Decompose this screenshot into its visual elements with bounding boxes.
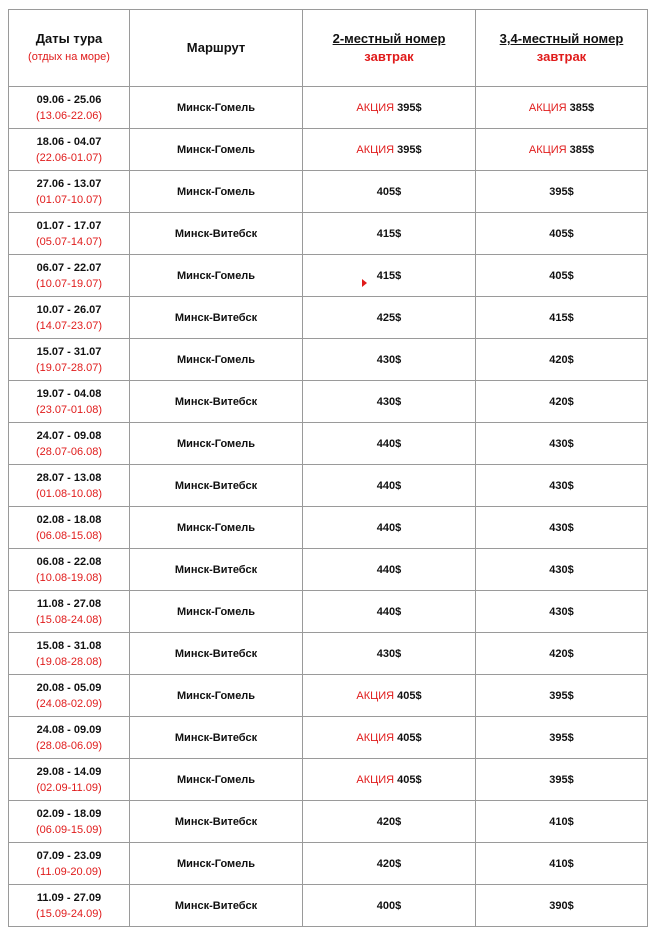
triple-price: 410$ <box>549 857 574 870</box>
sea-dates: (06.09-15.09) <box>35 823 103 836</box>
cell-double-price <box>303 885 476 927</box>
header-triple-room <box>476 10 648 87</box>
cell-triple-price <box>476 591 648 633</box>
cell-double-price <box>303 423 476 465</box>
cell-double-price <box>303 87 476 129</box>
table-row <box>9 549 648 591</box>
double-price: 395$ <box>397 101 422 114</box>
triple-price: 420$ <box>549 395 574 408</box>
cell-triple-price <box>476 171 648 213</box>
cell-triple-price <box>476 381 648 423</box>
route-text: Минск-Витебск <box>174 479 258 492</box>
promo-badge: АКЦИЯ <box>528 101 567 114</box>
triple-price: 385$ <box>569 101 595 114</box>
cell-double-price <box>303 843 476 885</box>
sea-dates: (14.07-23.07) <box>35 319 103 332</box>
tour-dates: 28.07 - 13.08 <box>36 471 102 484</box>
cell-route <box>130 297 303 339</box>
double-price: 405$ <box>397 731 422 744</box>
cell-triple-price <box>476 759 648 801</box>
cursor-marker-icon <box>362 279 367 287</box>
cell-dates <box>9 675 130 717</box>
double-price: 395$ <box>397 143 422 156</box>
sea-dates: (28.08-06.09) <box>35 739 103 752</box>
sea-dates: (15.08-24.08) <box>35 613 103 626</box>
double-price: 430$ <box>376 395 402 408</box>
triple-price: 395$ <box>549 185 574 198</box>
table-row <box>9 759 648 801</box>
cell-dates <box>9 801 130 843</box>
cell-dates <box>9 633 130 675</box>
double-price: 440$ <box>376 521 402 534</box>
cell-double-price <box>303 591 476 633</box>
route-text: Минск-Гомель <box>176 185 256 198</box>
double-price: 420$ <box>376 857 402 870</box>
header-dates-sub: (отдых на море) <box>28 51 110 63</box>
cell-double-price <box>303 339 476 381</box>
cell-triple-price <box>476 87 648 129</box>
cell-route <box>130 87 303 129</box>
triple-price: 410$ <box>549 815 574 828</box>
cell-dates <box>9 843 130 885</box>
header-dates-label: Даты тура <box>35 31 103 46</box>
header-triple-sub: завтрак <box>536 49 587 64</box>
cell-dates <box>9 171 130 213</box>
cell-route <box>130 843 303 885</box>
cell-dates <box>9 885 130 927</box>
tour-dates: 24.07 - 09.08 <box>36 429 102 442</box>
route-text: Минск-Гомель <box>176 437 256 450</box>
tour-dates: 07.09 - 23.09 <box>36 849 102 862</box>
cell-triple-price <box>476 717 648 759</box>
triple-price: 395$ <box>549 773 574 786</box>
cell-double-price <box>303 129 476 171</box>
cell-route <box>130 591 303 633</box>
route-text: Минск-Гомель <box>176 605 256 618</box>
tour-dates: 18.06 - 04.07 <box>36 135 102 148</box>
triple-price: 405$ <box>549 227 574 240</box>
cell-route <box>130 507 303 549</box>
cell-double-price <box>303 675 476 717</box>
header-dates <box>9 10 130 87</box>
route-text: Минск-Витебск <box>174 563 258 576</box>
sea-dates: (22.06-01.07) <box>35 151 103 164</box>
cell-dates <box>9 423 130 465</box>
table-row <box>9 633 648 675</box>
table-row <box>9 381 648 423</box>
double-price: 440$ <box>376 563 402 576</box>
triple-price: 390$ <box>549 899 574 912</box>
table-row <box>9 255 648 297</box>
cell-route <box>130 717 303 759</box>
cell-triple-price <box>476 465 648 507</box>
cell-double-price <box>303 213 476 255</box>
cell-route <box>130 465 303 507</box>
double-price: 405$ <box>397 773 422 786</box>
route-text: Минск-Витебск <box>174 227 258 240</box>
double-price: 425$ <box>376 311 402 324</box>
table-row <box>9 213 648 255</box>
route-text: Минск-Гомель <box>176 521 256 534</box>
cell-route <box>130 633 303 675</box>
cell-route <box>130 339 303 381</box>
sea-dates: (28.07-06.08) <box>35 445 103 458</box>
sea-dates: (01.07-10.07) <box>35 193 103 206</box>
promo-badge: АКЦИЯ <box>356 773 395 786</box>
promo-badge: АКЦИЯ <box>356 689 395 702</box>
table-row <box>9 171 648 213</box>
table-row <box>9 843 648 885</box>
cell-double-price <box>303 801 476 843</box>
table-row <box>9 675 648 717</box>
tour-dates: 10.07 - 26.07 <box>36 303 102 316</box>
double-price: 405$ <box>397 689 422 702</box>
tour-dates: 24.08 - 09.09 <box>36 723 102 736</box>
table-row <box>9 507 648 549</box>
double-price: 400$ <box>376 899 402 912</box>
triple-price: 430$ <box>549 437 574 450</box>
route-text: Минск-Витебск <box>174 899 258 912</box>
price-table-container <box>8 9 647 927</box>
route-text: Минск-Гомель <box>176 689 256 702</box>
tour-dates: 06.07 - 22.07 <box>36 261 102 274</box>
header-double-label: 2-местный номер <box>332 31 446 46</box>
double-price: 415$ <box>376 227 402 240</box>
table-row <box>9 885 648 927</box>
double-price: 415$ <box>376 269 402 282</box>
header-route-label: Маршрут <box>186 40 246 55</box>
sea-dates: (10.08-19.08) <box>35 571 103 584</box>
table-row <box>9 801 648 843</box>
cell-double-price <box>303 255 476 297</box>
cell-double-price <box>303 381 476 423</box>
triple-price: 385$ <box>569 143 595 156</box>
cell-triple-price <box>476 675 648 717</box>
table-row <box>9 423 648 465</box>
route-text: Минск-Витебск <box>174 647 258 660</box>
cell-triple-price <box>476 423 648 465</box>
cell-triple-price <box>476 843 648 885</box>
cell-dates <box>9 507 130 549</box>
double-price: 440$ <box>376 437 402 450</box>
double-price: 430$ <box>376 353 402 366</box>
tour-dates: 19.07 - 04.08 <box>36 387 102 400</box>
sea-dates: (23.07-01.08) <box>35 403 103 416</box>
cell-dates <box>9 549 130 591</box>
cell-triple-price <box>476 549 648 591</box>
cell-route <box>130 129 303 171</box>
triple-price: 405$ <box>549 269 574 282</box>
promo-badge: АКЦИЯ <box>356 143 395 156</box>
table-row <box>9 591 648 633</box>
tour-dates: 01.07 - 17.07 <box>36 219 102 232</box>
cell-double-price <box>303 297 476 339</box>
route-text: Минск-Гомель <box>176 269 256 282</box>
sea-dates: (01.08-10.08) <box>35 487 103 500</box>
cell-dates <box>9 381 130 423</box>
route-text: Минск-Гомель <box>176 773 256 786</box>
table-body <box>9 87 648 927</box>
cell-double-price <box>303 633 476 675</box>
cell-route <box>130 213 303 255</box>
sea-dates: (15.09-24.09) <box>35 907 103 920</box>
tour-dates: 11.08 - 27.08 <box>36 597 102 610</box>
triple-price: 430$ <box>549 605 574 618</box>
triple-price: 420$ <box>549 353 574 366</box>
cell-triple-price <box>476 255 648 297</box>
cell-triple-price <box>476 507 648 549</box>
tour-dates: 06.08 - 22.08 <box>36 555 102 568</box>
tour-dates: 29.08 - 14.09 <box>36 765 102 778</box>
header-triple-label: 3,4-местный номер <box>499 31 624 46</box>
table-row <box>9 129 648 171</box>
triple-price: 395$ <box>549 731 574 744</box>
route-text: Минск-Гомель <box>176 101 256 114</box>
double-price: 440$ <box>376 605 402 618</box>
cell-dates <box>9 717 130 759</box>
tour-price-table <box>8 9 648 927</box>
sea-dates: (02.09-11.09) <box>36 781 102 794</box>
header-double-room <box>303 10 476 87</box>
table-row <box>9 339 648 381</box>
cell-dates <box>9 297 130 339</box>
header-route <box>130 10 303 87</box>
cell-double-price <box>303 465 476 507</box>
cell-double-price <box>303 759 476 801</box>
triple-price: 430$ <box>549 563 574 576</box>
double-price: 430$ <box>376 647 402 660</box>
tour-dates: 11.09 - 27.09 <box>36 891 102 904</box>
triple-price: 430$ <box>549 479 574 492</box>
sea-dates: (24.08-02.09) <box>35 697 103 710</box>
tour-dates: 09.06 - 25.06 <box>36 93 102 106</box>
cell-dates <box>9 339 130 381</box>
route-text: Минск-Гомель <box>176 143 256 156</box>
route-text: Минск-Витебск <box>174 731 258 744</box>
table-row <box>9 465 648 507</box>
sea-dates: (19.08-28.08) <box>35 655 103 668</box>
sea-dates: (10.07-19.07) <box>35 277 103 290</box>
cell-triple-price <box>476 339 648 381</box>
cell-dates <box>9 129 130 171</box>
table-row <box>9 87 648 129</box>
triple-price: 415$ <box>549 311 574 324</box>
route-text: Минск-Витебск <box>174 311 258 324</box>
tour-dates: 02.08 - 18.08 <box>36 513 102 526</box>
cell-dates <box>9 465 130 507</box>
promo-badge: АКЦИЯ <box>356 731 395 744</box>
cell-route <box>130 759 303 801</box>
table-row <box>9 297 648 339</box>
sea-dates: (19.07-28.07) <box>35 361 103 374</box>
promo-badge: АКЦИЯ <box>528 143 567 156</box>
cell-triple-price <box>476 633 648 675</box>
sea-dates: (05.07-14.07) <box>35 235 103 248</box>
cell-route <box>130 423 303 465</box>
cell-double-price <box>303 171 476 213</box>
cell-dates <box>9 255 130 297</box>
double-price: 405$ <box>376 185 402 198</box>
header-double-sub: завтрак <box>364 49 414 64</box>
table-header-row <box>9 10 648 87</box>
cell-triple-price <box>476 129 648 171</box>
table-row <box>9 717 648 759</box>
tour-dates: 02.09 - 18.09 <box>36 807 102 820</box>
cell-route <box>130 549 303 591</box>
tour-dates: 20.08 - 05.09 <box>36 681 102 694</box>
tour-dates: 15.08 - 31.08 <box>36 639 102 652</box>
route-text: Минск-Гомель <box>176 857 256 870</box>
cell-triple-price <box>476 885 648 927</box>
route-text: Минск-Витебск <box>174 395 258 408</box>
cell-route <box>130 171 303 213</box>
cell-route <box>130 381 303 423</box>
cell-route <box>130 675 303 717</box>
promo-badge: АКЦИЯ <box>356 101 395 114</box>
sea-dates: (13.06-22.06) <box>35 109 103 122</box>
sea-dates: (06.08-15.08) <box>35 529 103 542</box>
triple-price: 430$ <box>549 521 574 534</box>
cell-triple-price <box>476 801 648 843</box>
cell-double-price <box>303 507 476 549</box>
cell-dates <box>9 213 130 255</box>
cell-route <box>130 885 303 927</box>
tour-dates: 27.06 - 13.07 <box>36 177 102 190</box>
cell-route <box>130 801 303 843</box>
cell-dates <box>9 87 130 129</box>
cell-dates <box>9 591 130 633</box>
route-text: Минск-Гомель <box>176 353 256 366</box>
cell-double-price <box>303 717 476 759</box>
cell-double-price <box>303 549 476 591</box>
cell-route <box>130 255 303 297</box>
double-price: 420$ <box>376 815 402 828</box>
triple-price: 420$ <box>549 647 574 660</box>
cell-dates <box>9 759 130 801</box>
cell-triple-price <box>476 297 648 339</box>
route-text: Минск-Витебск <box>174 815 258 828</box>
triple-price: 395$ <box>549 689 574 702</box>
double-price: 440$ <box>376 479 402 492</box>
tour-dates: 15.07 - 31.07 <box>36 345 102 358</box>
cell-triple-price <box>476 213 648 255</box>
sea-dates: (11.09-20.09) <box>36 865 102 878</box>
